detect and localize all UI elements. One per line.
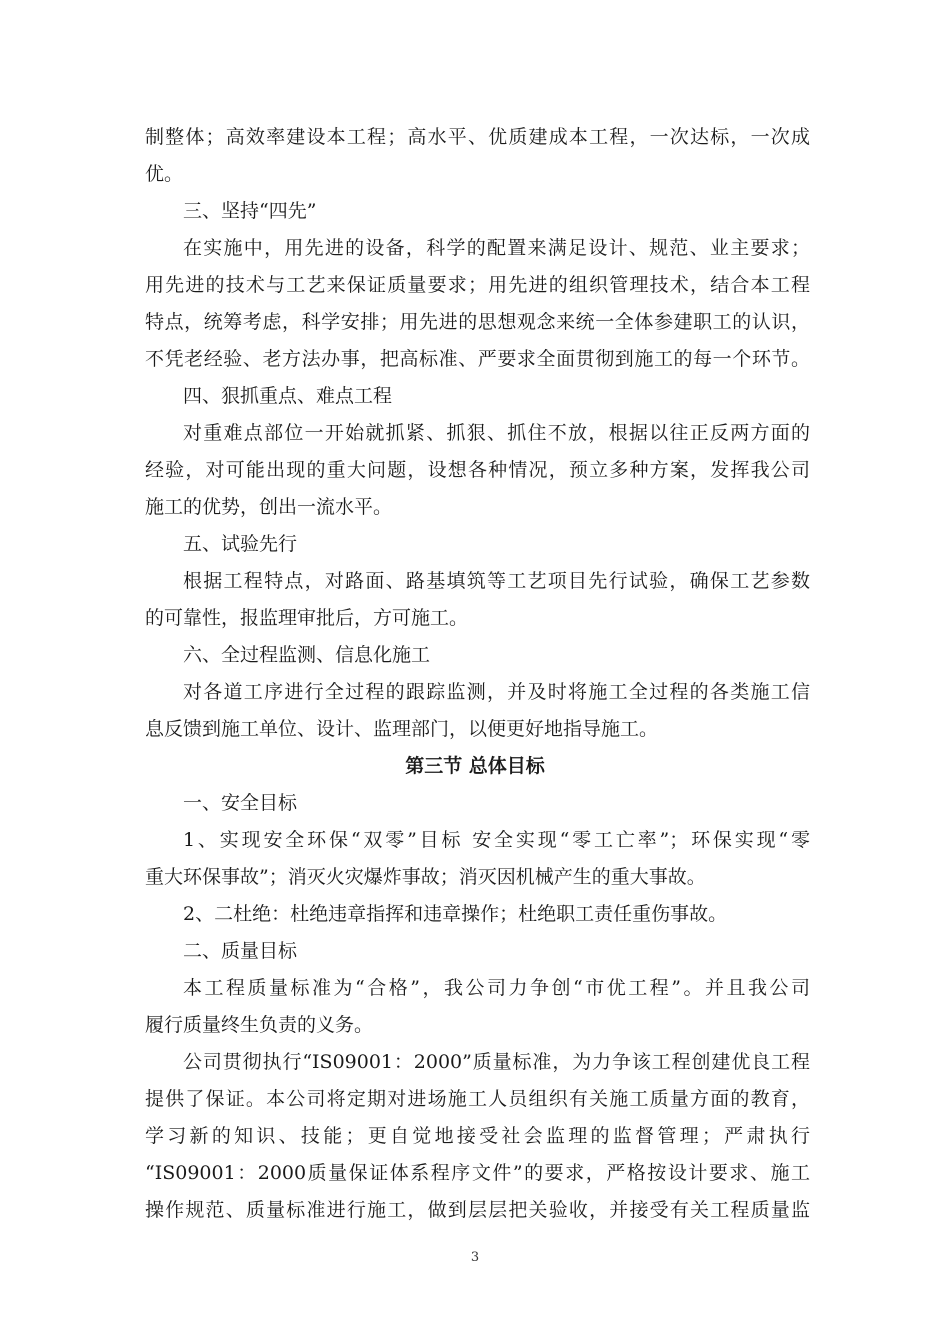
paragraph-line: 1、实现安全环保“双零”目标 安全实现“零工亡率”；环保实现“零: [183, 829, 810, 851]
paragraph-line: 施工的优势，创出一流水平。: [145, 496, 393, 518]
paragraph-line: 制整体；高效率建设本工程；高水平、优质建成本工程，一次达标，一次成: [145, 126, 810, 148]
paragraph-line: 根据工程特点，对路面、路基填筑等工艺项目先行试验，确保工艺参数: [183, 570, 810, 592]
paragraph-line: 本工程质量标准为“合格”，我公司力争创“市优工程”。并且我公司: [183, 977, 810, 999]
paragraph-line: 在实施中，用先进的设备，科学的配置来满足设计、规范、业主要求；: [183, 237, 810, 259]
paragraph-line: 优。: [145, 163, 184, 185]
paragraph-line: 特点，统筹考虑，科学安排；用先进的思想观念来统一全体参建职工的认识，: [145, 311, 810, 333]
section-heading: 三、坚持“四先”: [183, 200, 317, 222]
paragraph-line: 2、二杜绝：杜绝违章指挥和违章操作；杜绝职工责任重伤事故。: [183, 903, 728, 925]
paragraph-line: 对各道工序进行全过程的跟踪监测，并及时将施工全过程的各类施工信: [183, 681, 810, 703]
section-heading: 二、质量目标: [183, 940, 298, 962]
paragraph-line: 履行质量终生负责的义务。: [145, 1014, 374, 1036]
paragraph-line: 对重难点部位一开始就抓紧、抓狠、抓住不放，根据以往正反两方面的: [183, 422, 810, 444]
chapter-heading: 第三节 总体目标: [405, 755, 545, 777]
section-heading: 四、狠抓重点、难点工程: [183, 385, 393, 407]
paragraph-line: “IS09001：2000质量保证体系程序文件”的要求，严格按设计要求、施工: [145, 1162, 810, 1184]
paragraph-line: 操作规范、质量标准进行施工，做到层层把关验收，并接受有关工程质量监: [145, 1199, 810, 1221]
section-heading: 六、全过程监测、信息化施工: [183, 644, 431, 666]
section-heading: 一、安全目标: [183, 792, 298, 814]
paragraph-line: 息反馈到施工单位、设计、监理部门，以便更好地指导施工。: [145, 718, 659, 740]
section-heading: 五、试验先行: [183, 533, 298, 555]
paragraph-line: 提供了保证。本公司将定期对进场施工人员组织有关施工质量方面的教育，: [145, 1088, 810, 1110]
paragraph-line: 重大环保事故”；消灭火灾爆炸事故；消灭因机械产生的重大事故。: [145, 866, 706, 888]
page-number: 3: [470, 1250, 480, 1265]
paragraph-line: 的可靠性，报监理审批后，方可施工。: [145, 607, 469, 629]
paragraph-line: 公司贯彻执行“IS09001：2000”质量标准，为力争该工程创建优良工程: [183, 1051, 810, 1073]
paragraph-line: 学习新的知识、技能；更自觉地接受社会监理的监督管理；严肃执行: [145, 1125, 810, 1147]
paragraph-line: 经验，对可能出现的重大问题，设想各种情况，预立多种方案，发挥我公司: [145, 459, 810, 481]
paragraph-line: 用先进的技术与工艺来保证质量要求；用先进的组织管理技术，结合本工程: [145, 274, 810, 296]
paragraph-line: 不凭老经验、老方法办事，把高标准、严要求全面贯彻到施工的每一个环节。: [145, 348, 810, 370]
